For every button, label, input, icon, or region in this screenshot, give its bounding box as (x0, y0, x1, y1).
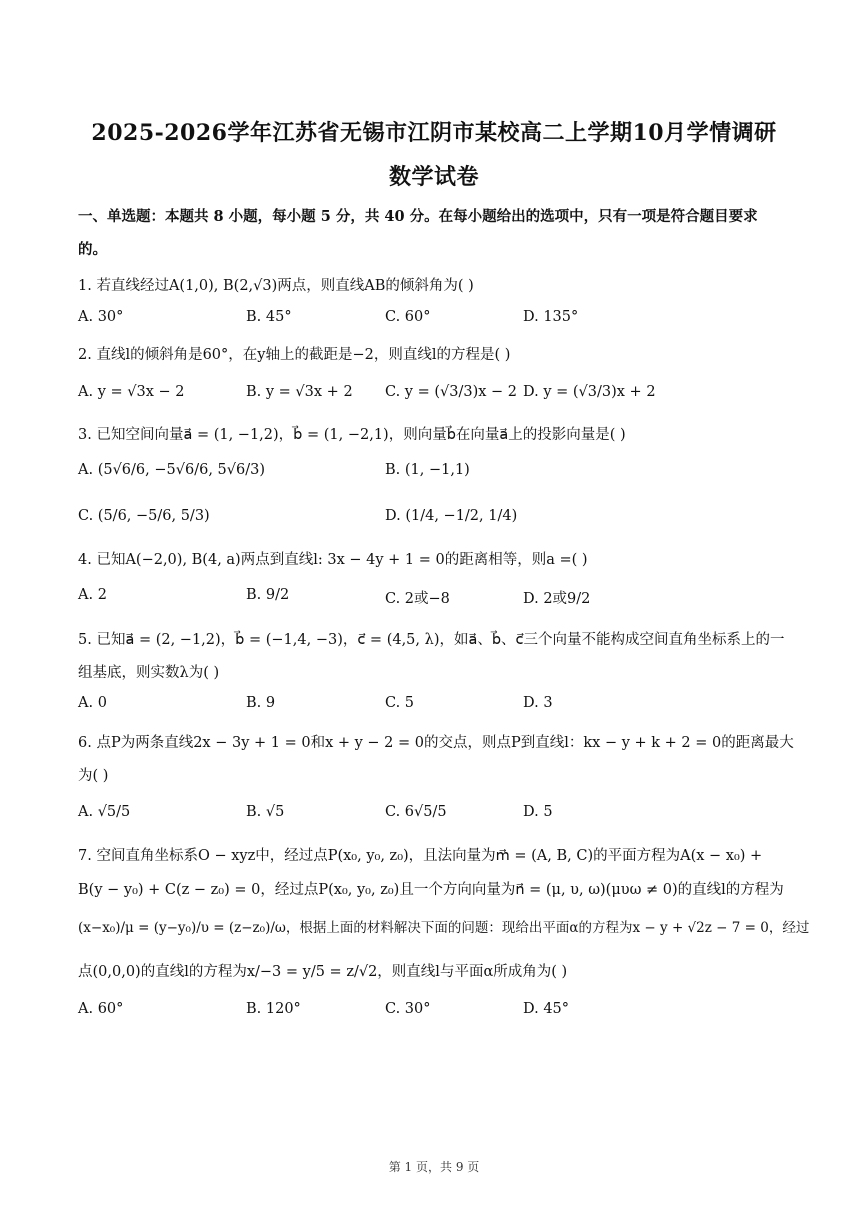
question-5-option-a: A. 0 (78, 695, 107, 711)
question-7-stem-line2: B(y − y₀) + C(z − z₀) = 0，经过点P(x₀, y₀, z₀)且一个方向向量为n⃗ = (μ, υ, ω)(μυω ≠ 0)的直线l的方程为 (78, 882, 784, 898)
question-2-option-b: B. y = √3x + 2 (246, 384, 353, 400)
question-6-option-b: B. √5 (246, 804, 285, 820)
question-1-option-c: C. 60° (385, 309, 431, 325)
question-1-stem: 1. 若直线经过A(1,0), B(2,√3)两点，则直线AB的倾斜角为( ) (78, 278, 474, 294)
question-7-option-c: C. 30° (385, 1001, 431, 1017)
question-4-option-c: C. 2或−8 (385, 591, 450, 607)
page-footer: 第 1 页，共 9 页 (388, 1160, 480, 1174)
question-6-option-c: C. 6√5/5 (385, 804, 447, 820)
question-7-stem-line4: 点(0,0,0)的直线l的方程为x/−3 = y/5 = z/√2，则直线l与平面α所成角为( ) (78, 964, 568, 980)
question-7-stem-line3: (x−x₀)/μ = (y−y₀)/υ = (z−z₀)/ω，根据上面的材料解决下面的问题：现给出平面α的方程为x − y + √2z − 7 = 0，经过 (78, 920, 810, 936)
question-7-option-a: A. 60° (78, 1001, 124, 1017)
exam-title-line1: 2025-2026学年江苏省无锡市江阴市某校高二上学期10月学情调研 (91, 120, 777, 146)
question-1-option-a: A. 30° (78, 309, 124, 325)
question-5-option-d: D. 3 (523, 695, 553, 711)
question-2-option-a: A. y = √3x − 2 (78, 384, 185, 400)
question-2-stem: 2. 直线l的倾斜角是60°，在y轴上的截距是−2，则直线l的方程是( ) (78, 347, 511, 363)
question-4-stem: 4. 已知A(−2,0), B(4, a)两点到直线l: 3x − 4y + 1 = 0的距离相等，则a =( ) (78, 552, 588, 568)
question-5-option-b: B. 9 (246, 695, 276, 711)
question-5-option-c: C. 5 (385, 695, 415, 711)
question-6-option-d: D. 5 (523, 804, 553, 820)
question-3-option-c: C. (5/6, −5/6, 5/3) (78, 508, 210, 524)
exam-title-line2: 数学试卷 (388, 164, 479, 190)
question-3-option-d: D. (1/4, −1/2, 1/4) (385, 508, 518, 524)
question-1-option-d: D. 135° (523, 309, 579, 325)
question-6-stem-line1: 6. 点P为两条直线2x − 3y + 1 = 0和x + y − 2 = 0的交点，则点P到直线l：kx − y + k + 2 = 0的距离最大 (78, 735, 794, 751)
question-6-stem-line2: 为( ) (78, 768, 109, 784)
question-4-option-b: B. 9/2 (246, 587, 290, 603)
question-2-option-d: D. y = (√3/3)x + 2 (523, 384, 656, 400)
section-instructions-line1: 一、单选题：本题共 8 小题，每小题 5 分，共 40 分。在每小题给出的选项中，只有一项是符合题目要求 (78, 208, 758, 225)
question-5-stem-line2: 组基底，则实数λ为( ) (78, 665, 220, 681)
question-7-stem-line1: 7. 空间直角坐标系O − xyz中，经过点P(x₀, y₀, z₀)，且法向量为m⃗ = (A, B, C)的平面方程为A(x − x₀) + (78, 848, 763, 864)
question-1-option-b: B. 45° (246, 309, 292, 325)
question-4-option-a: A. 2 (78, 587, 107, 603)
question-2-option-c: C. y = (√3/3)x − 2 (385, 384, 518, 400)
question-5-stem-line1: 5. 已知a⃗ = (2, −1,2)，b⃗ = (−1,4, −3)，c⃗ = (4,5, λ)，如a⃗、b⃗、c⃗三个向量不能构成空间直角坐标系上的一 (78, 632, 785, 648)
question-4-option-d: D. 2或9/2 (523, 591, 591, 607)
section-instructions-line2: 的。 (78, 241, 107, 258)
question-3-option-b: B. (1, −1,1) (385, 462, 470, 478)
question-3-stem: 3. 已知空间向量a⃗ = (1, −1,2)，b⃗ = (1, −2,1)，则向量b⃗在向量a⃗上的投影向量是( ) (78, 427, 626, 443)
question-3-option-a: A. (5√6/6, −5√6/6, 5√6/3) (78, 462, 265, 478)
question-6-option-a: A. √5/5 (78, 804, 131, 820)
question-7-option-b: B. 120° (246, 1001, 301, 1017)
question-7-option-d: D. 45° (523, 1001, 570, 1017)
